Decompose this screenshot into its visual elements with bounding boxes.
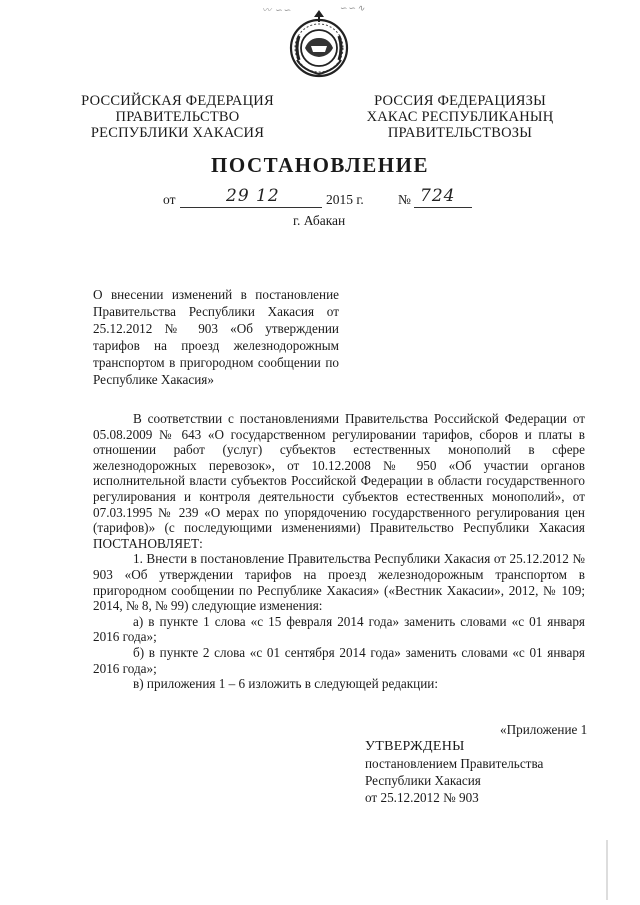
preamble-paragraph: В соответствии с постановлениями Правительства Российской Федерации от 05.08.2009 № 643 «О государственном регулировании тарифов, сборов и платы в отношении работ (услуг) субъектов естественных монополий в сфере железнодорожных перевозок», от 10.12.2008 № 950 «Об участии органов исполнительной власти субъектов Российской Федерации в области государственного регулирования и контроля деятельности субъектов естественных монополий», от 07.03.1995 № 239 «О мерах по упорядочению государственного регулирования цен (тарифов)» (с последующими изменениями) Правительство Республики Хакасия ПОСТАНОВЛЯЕТ: [93,411,585,551]
approval-block [365,738,543,806]
handwritten-number: 724 [420,186,456,206]
header-left-line: РОССИЙСКАЯ ФЕДЕРАЦИЯ [81,93,274,109]
top-scribble-left: 〰 ∽∽ [262,5,293,15]
date-year: 2015 г. [326,192,364,207]
appendix-label: «Приложение 1 [500,722,588,737]
handwritten-date: 29 12 [226,186,280,206]
date-prefix: от [163,192,176,207]
item-a-paragraph: а) в пункте 1 слова «с 15 февраля 2014 года» заменить словами «с 01 января 2016 года»; [93,613,585,645]
header-left [80,93,275,141]
approved-line-1: постановлением Правительства [365,756,544,771]
header-right-line: ПРАВИТЕЛЬСТВОЗЫ [387,125,533,141]
header-left-line: ПРАВИТЕЛЬСТВО [115,109,240,125]
item-c-paragraph: в) приложения 1 – 6 изложить в следующей редакции: [133,676,438,692]
item-1-paragraph: 1. Внести в постановление Правительства Республики Хакасия от 25.12.2012 № 903 «Об утверждении тарифов на проезд железнодорожным транспортом в пригородном сообщении по Республике Хакасия» («Вестник Хакасии», 2012, № 109; 2014, № 8, № 99) следующие изменения: [93,551,585,614]
approved-line-2: Республики Хакасия [365,773,481,788]
header-left-line: РЕСПУБЛИКИ ХАКАСИЯ [90,125,265,141]
header-right-line: РОССИЯ ФЕДЕРАЦИЯЗЫ [374,93,546,109]
number-underline [414,207,472,208]
number-sign: № [398,192,411,207]
approved-line-3: от 25.12.2012 № 903 [365,790,479,805]
document-title: ПОСТАНОВЛЕНИЕ [211,153,429,177]
item-b-paragraph: б) в пункте 2 слова «с 01 сентября 2014 года» заменить словами «с 01 января 2016 года»; [93,644,585,676]
date-underline [180,207,322,208]
document-subject: О внесении изменений в постановление Правительства Республики Хакасия от 25.12.2012 № 903 «Об утверждении тарифов на проезд железнодорожным транспортом в пригородном сообщении по Республике Хакасия» [93,287,339,387]
city-label: г. Абакан [293,213,346,228]
header-right-line: ХАКАС РЕСПУБЛИКАНЫҢ [366,109,554,125]
coat-of-arms-emblem [283,8,355,80]
document-body [93,411,585,692]
approved-caption: УТВЕРЖДЕНЫ [365,739,465,754]
top-scribble-right: ∽∽∿ [340,3,366,13]
header-right [360,93,560,141]
scan-edge-mark [606,840,608,900]
